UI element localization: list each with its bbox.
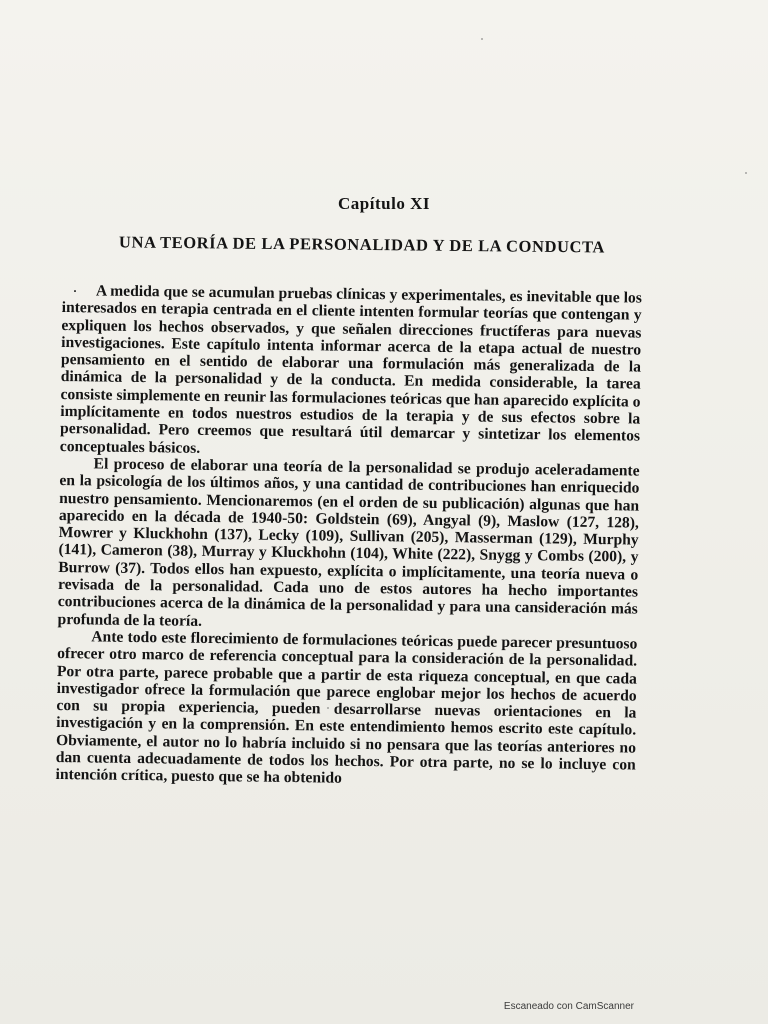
paragraph: El proceso de elaborar una teoría de la personalidad se produjo aceleradamente en la psicología de los últimos años, y una cantidad de contribuciones han enriquecido nuestro pensamiento. Mencionaremos (en el orden de su publicación) algunas que han aparecido en la década de 1940-50: Goldstein (69), Angyal (9), Maslow (127, 128), Mowrer y Kluckhohn (137), Lecky (109), Sullivan (205), Masserman (129), Murphy (141), Cameron (38), Murray y Kluckhohn (104), White (222), Snygg y Combs (200), y Burrow (37). Todos ellos han expuesto, explícita o implícitamente, una teoría nueva o revisada de la personalidad. Cada uno de estos autores ha hecho importantes contribuciones acerca de la dinámica de la personalidad y para una cansideración más profunda de la teoría. <box>57 455 640 630</box>
scan-speck <box>745 172 747 174</box>
camscanner-watermark: Escaneado con CamScanner <box>503 1001 634 1012</box>
body-text <box>55 282 642 791</box>
paragraph: Ante todo este florecimiento de formulaciones teóricas puede parecer presuntuoso ofrecer otro marco de referencia conceptual para la consideración de la personalidad. Por otra parte, parece probable que a partir de esta riqueza conceptual, en que cada investigador ofrece la formulación que parece englobar mejor los hechos de acuerdo con su propia experiencia, pueden desarrollarse nuevas orientaciones en la investigación y en la comprensión. En este entendimiento hemos escrito este capítulo. Obviamente, el autor no lo habría incluido si no pensara que las teorías anteriores no dan cuenta adecuadamente de todos los hechos. Por otra parte, no se lo incluye con intención crítica, puesto que se ha obtenido <box>55 628 638 788</box>
paragraph: A medida que se acumulan pruebas clínicas y experimentales, es inevitable que los interesados en terapia centrada en el cliente intenten formular teorías que contengan y expliquen los hechos observados, y que señalen direcciones fructíferas para nuevas investigaciones. Este capítulo intenta informar acerca de la etapa actual de nuestro pensamiento en el sentido de elaborar una formulación más generalizada de la dinámica de la personalidad y de la conducta. En medida considerable, la tarea consiste simplemente en reunir las formulaciones teóricas que han aparecido explícita o implícitamente en todos nuestros estudios de la terapia y de sus efectos sobre la personalidad. Pero creemos que resultará útil demarcar y sintetizar los elementos conceptuales básicos. <box>59 282 642 457</box>
chapter-label: Capítulo XI <box>338 194 430 213</box>
scan-speck <box>481 38 483 40</box>
chapter-title: UNA TEORÍA DE LA PERSONALIDAD Y DE LA CONDUCTA <box>118 232 606 257</box>
margin-mark: · <box>73 284 78 298</box>
